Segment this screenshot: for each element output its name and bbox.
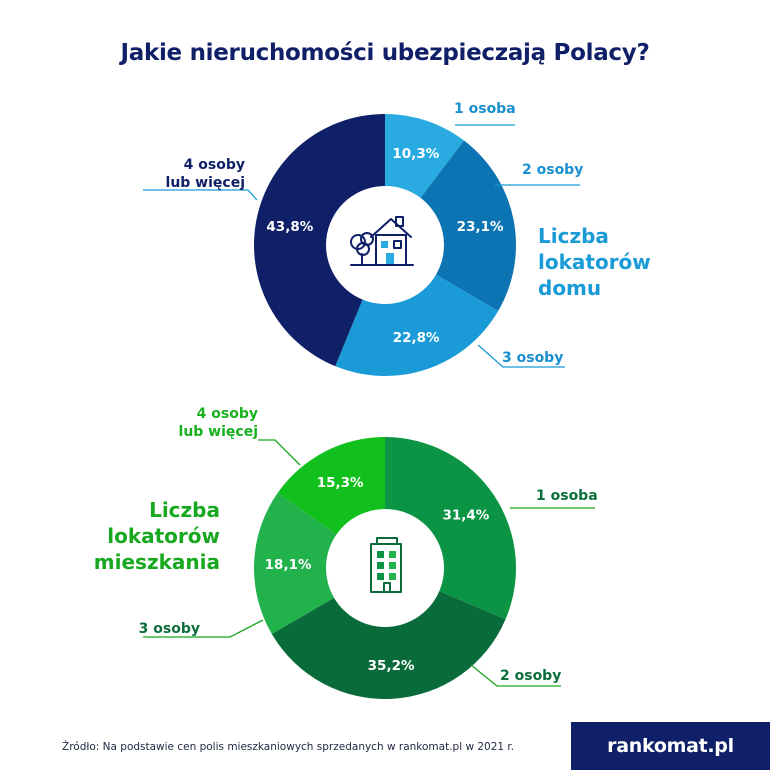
slice-value-label: 31,4% — [442, 507, 490, 524]
page-title: Jakie nieruchomości ubezpieczają Polacy? — [120, 40, 650, 66]
apartment-building-icon — [371, 538, 401, 592]
slice-value-label: 43,8% — [266, 219, 314, 236]
slice-value-label: 22,8% — [392, 329, 440, 346]
slice-value-label: 15,3% — [316, 474, 364, 491]
donut-chart-1 — [143, 101, 651, 376]
category-label: lub więcej — [178, 424, 258, 440]
chart-title: lokatorów — [107, 524, 220, 548]
category-label: 2 osoby — [522, 162, 584, 178]
category-label: 3 osoby — [138, 621, 200, 637]
brand-logo: rankomat.pl — [571, 722, 770, 770]
slice-value-label: 10,3% — [392, 146, 440, 163]
donut-slice — [385, 437, 516, 619]
slice-value-label: 35,2% — [367, 657, 415, 674]
house-icon — [351, 217, 413, 265]
chart-title: Liczba — [149, 498, 220, 522]
leader-line — [143, 190, 257, 200]
chart-title: mieszkania — [93, 550, 220, 574]
category-label: lub więcej — [165, 175, 245, 191]
category-label: 1 osoba — [454, 101, 516, 117]
source-note: Źródło: Na podstawie cen polis mieszkaniowych sprzedanych w rankomat.pl w 2021 r. — [62, 741, 515, 753]
category-label: 2 osoby — [500, 668, 562, 684]
slice-value-label: 18,1% — [264, 557, 312, 574]
category-label: 1 osoba — [536, 488, 598, 504]
slice-value-label: 23,1% — [456, 218, 504, 235]
chart-title: Liczba — [538, 224, 609, 248]
donut-chart-2 — [94, 406, 598, 699]
chart-title: lokatorów — [538, 250, 651, 274]
category-label: 4 osoby — [183, 157, 245, 173]
category-label: 3 osoby — [502, 350, 564, 366]
leader-line — [258, 440, 300, 465]
category-label: 4 osoby — [196, 406, 258, 422]
chart-title: domu — [538, 276, 602, 300]
